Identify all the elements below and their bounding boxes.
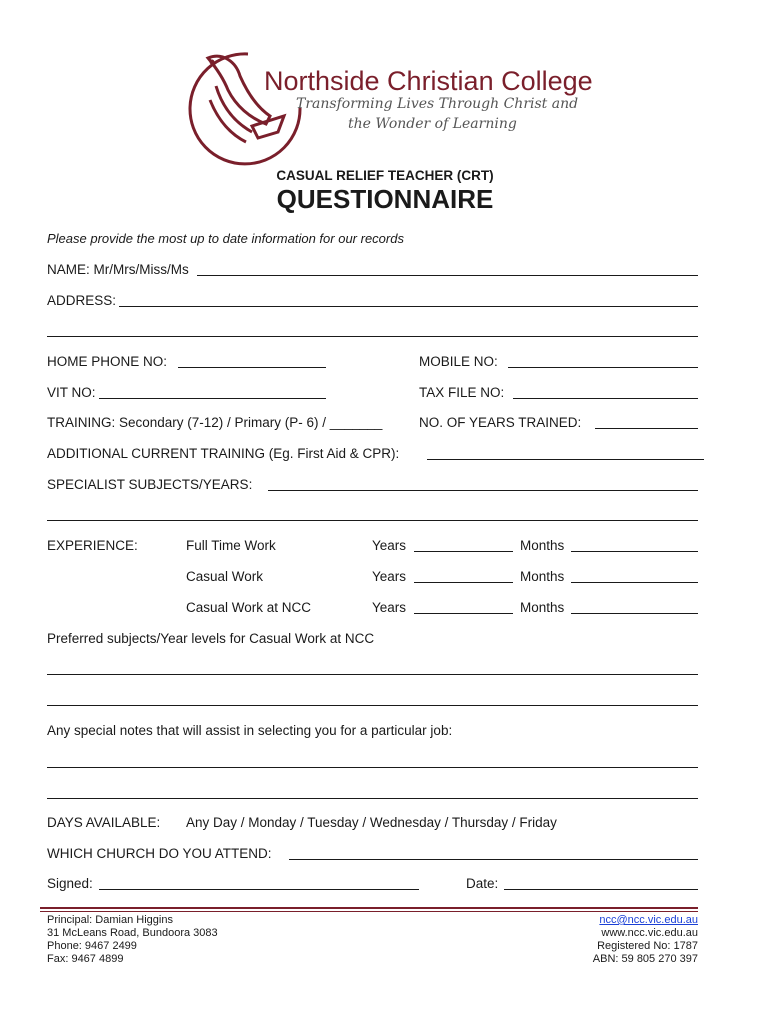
footer-contact-right <box>593 914 698 966</box>
footer-divider <box>40 907 698 909</box>
years-trained-field[interactable] <box>595 428 698 429</box>
church-field[interactable] <box>289 859 698 860</box>
experience-row-fulltime: Full Time Work <box>186 538 276 553</box>
dove-seal-icon <box>188 46 308 168</box>
mobile-label: MOBILE NO: <box>419 354 498 369</box>
mobile-field[interactable] <box>508 367 698 368</box>
college-logo <box>188 46 593 168</box>
preferred-subjects-field[interactable] <box>47 674 698 675</box>
casual-months-field[interactable] <box>571 582 698 583</box>
registered-text: Registered No: 1787 <box>597 940 698 952</box>
days-available-label: DAYS AVAILABLE: <box>47 815 161 830</box>
principal-text: Principal: Damian Higgins <box>47 914 173 926</box>
tax-file-label: TAX FILE NO: <box>419 385 505 400</box>
home-phone-field[interactable] <box>178 367 326 368</box>
vit-label: VIT NO: <box>47 385 96 400</box>
months-label: Months <box>520 538 565 553</box>
form-title: QUESTIONNAIRE <box>276 184 494 214</box>
experience-row-casual-ncc: Casual Work at NCC <box>186 600 312 615</box>
home-phone-label: HOME PHONE NO: <box>47 354 168 369</box>
fulltime-months-field[interactable] <box>571 551 698 552</box>
date-field[interactable] <box>504 889 698 890</box>
training-label: TRAINING: Secondary (7-12) / Primary (P- 6) / _______ <box>47 415 383 430</box>
website-link[interactable]: www.ncc.vic.edu.au <box>601 927 698 939</box>
preferred-subjects-label: Preferred subjects/Year levels for Casual Work at NCC <box>47 631 375 646</box>
experience-label: EXPERIENCE: <box>47 538 138 553</box>
signature-field[interactable] <box>99 889 419 890</box>
address-label: ADDRESS: <box>47 293 117 308</box>
email-link[interactable]: ncc@ncc.vic.edu.au <box>599 914 698 926</box>
special-notes-field-line2[interactable] <box>47 798 698 799</box>
additional-training-field[interactable] <box>427 459 704 460</box>
specialist-field-line2[interactable] <box>47 520 698 521</box>
footer-contact-left <box>47 914 218 966</box>
months-label: Months <box>520 569 565 584</box>
name-field[interactable] <box>197 275 698 276</box>
special-notes-field[interactable] <box>47 767 698 768</box>
vit-field[interactable] <box>99 398 326 399</box>
experience-row-casual: Casual Work <box>186 569 264 584</box>
special-notes-label: Any special notes that will assist in selecting you for a particular job: <box>47 723 453 738</box>
preferred-subjects-field-line2[interactable] <box>47 705 698 706</box>
tagline-line1: Transforming Lives Through Christ and <box>296 96 579 112</box>
college-name: Northside Christian College <box>264 66 593 96</box>
address-text: 31 McLeans Road, Bundoora 3083 <box>47 927 218 939</box>
phone-text: Phone: 9467 2499 <box>47 940 137 952</box>
tagline-line2: the Wonder of Learning <box>348 116 517 132</box>
casual-ncc-years-field[interactable] <box>414 613 513 614</box>
casual-ncc-months-field[interactable] <box>571 613 698 614</box>
years-label: Years <box>372 538 407 553</box>
months-label: Months <box>520 600 565 615</box>
address-field[interactable] <box>119 306 698 307</box>
form-subtitle: CASUAL RELIEF TEACHER (CRT) <box>276 168 494 183</box>
intro-text: Please provide the most up to date information for our records <box>47 231 404 246</box>
years-label: Years <box>372 600 407 615</box>
signed-label: Signed: <box>47 876 93 891</box>
tax-file-field[interactable] <box>513 398 698 399</box>
church-label: WHICH CHURCH DO YOU ATTEND: <box>47 846 272 861</box>
specialist-label: SPECIALIST SUBJECTS/YEARS: <box>47 477 253 492</box>
specialist-field[interactable] <box>268 490 698 491</box>
fax-text: Fax: 9467 4899 <box>47 953 124 965</box>
footer-divider-thin <box>40 911 698 912</box>
years-trained-label: NO. OF YEARS TRAINED: <box>419 415 582 430</box>
years-label: Years <box>372 569 407 584</box>
name-label: NAME: Mr/Mrs/Miss/Ms <box>47 262 189 277</box>
fulltime-years-field[interactable] <box>414 551 513 552</box>
additional-training-label: ADDITIONAL CURRENT TRAINING (Eg. First Aid & CPR): <box>47 446 400 461</box>
abn-text: ABN: 59 805 270 397 <box>592 953 698 965</box>
date-label: Date: <box>466 876 499 891</box>
address-field-line2[interactable] <box>47 336 698 337</box>
days-available-options[interactable]: Any Day / Monday / Tuesday / Wednesday / Thursday / Friday <box>186 815 557 830</box>
casual-years-field[interactable] <box>414 582 513 583</box>
